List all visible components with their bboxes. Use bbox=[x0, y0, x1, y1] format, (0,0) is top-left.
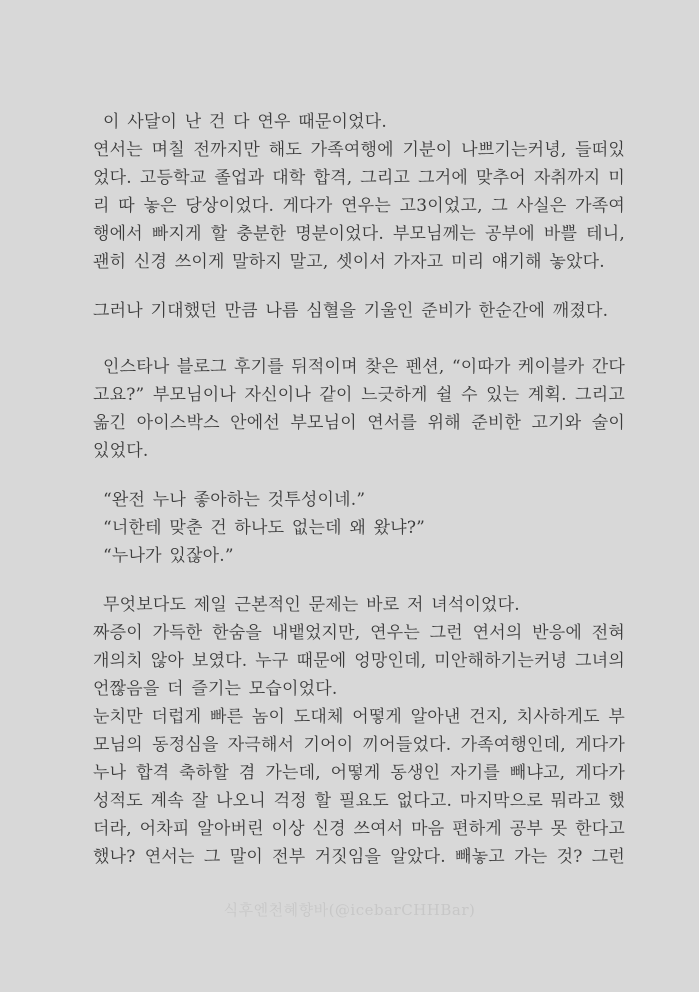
text-line: 인스타나 블로그 후기를 뒤적이며 찾은 펜션, “이따가 케이블카 간다 bbox=[103, 357, 625, 377]
text-line: 그러나 기대했던 만큼 나름 심혈을 기울인 준비가 한순간에 깨졌다. bbox=[93, 301, 609, 321]
paragraph bbox=[93, 591, 625, 871]
text-line: 짜증이 가득한 한숨을 내뱉었지만, 연우는 그런 연서의 반응에 전혀 bbox=[93, 623, 625, 643]
text-line: “누나가 있잖아.” bbox=[103, 546, 234, 566]
text-line: 행에서 빠지게 할 충분한 명분이었다. 부모님께는 공부에 바쁠 테니, bbox=[93, 224, 625, 244]
paragraph bbox=[93, 486, 625, 570]
text-line: “너한테 맞춘 건 하나도 없는데 왜 왔냐?” bbox=[103, 518, 426, 538]
text-line: 했나? 연서는 그 말이 전부 거짓임을 알았다. 빼놓고 가는 것? 그런 bbox=[93, 847, 625, 867]
page-text bbox=[93, 108, 625, 871]
text-line: 었다. 고등학교 졸업과 대학 합격, 그리고 그거에 맞추어 자취까지 미 bbox=[93, 168, 625, 188]
text-line: 더라, 어차피 알아버린 이상 신경 쓰여서 마음 편하게 공부 못 한다고 bbox=[93, 819, 625, 839]
text-line: 언짢음을 더 즐기는 모습이었다. bbox=[93, 679, 338, 699]
text-line: 모님의 동정심을 자극해서 기어이 끼어들었다. 가족여행인데, 게다가 bbox=[93, 735, 625, 755]
watermark: 식후엔천혜향바(@icebarCHHBar) bbox=[223, 901, 476, 919]
text-line: 누나 합격 축하할 겸 가는데, 어떻게 동생인 자기를 빼냐고, 게다가 bbox=[93, 763, 625, 783]
text-line: 눈치만 더럽게 빠른 놈이 도대체 어떻게 알아낸 건지, 치사하게도 부 bbox=[93, 707, 625, 727]
text-line: 옮긴 아이스박스 안에선 부모님이 연서를 위해 준비한 고기와 술이 bbox=[93, 413, 625, 433]
text-line: 개의치 않아 보였다. 누구 때문에 엉망인데, 미안해하기는커녕 그녀의 bbox=[93, 651, 625, 671]
paragraph bbox=[93, 297, 625, 325]
text-line: “완전 누나 좋아하는 것투성이네.” bbox=[103, 490, 366, 510]
text-line: 고요?” 부모님이나 자신이나 같이 느긋하게 쉴 수 있는 계획. 그리고 bbox=[93, 385, 625, 405]
text-line: 성적도 계속 잘 나오니 걱정 할 필요도 없다고. 마지막으로 뭐라고 했 bbox=[93, 791, 625, 811]
text-line: 있었다. bbox=[93, 441, 149, 461]
text-line: 이 사달이 난 건 다 연우 때문이었다. bbox=[103, 112, 387, 132]
paragraph bbox=[93, 108, 625, 276]
text-line: 괜히 신경 쓰이게 말하지 말고, 셋이서 가자고 미리 얘기해 놓았다. bbox=[93, 252, 605, 272]
text-line: 리 따 놓은 당상이었다. 게다가 연우는 고3이었고, 그 사실은 가족여 bbox=[93, 196, 625, 216]
text-line: 연서는 며칠 전까지만 해도 가족여행에 기분이 나쁘기는커녕, 들떠있 bbox=[93, 140, 625, 160]
paragraph bbox=[93, 353, 625, 465]
text-line: 무엇보다도 제일 근본적인 문제는 바로 저 녀석이었다. bbox=[103, 595, 520, 615]
